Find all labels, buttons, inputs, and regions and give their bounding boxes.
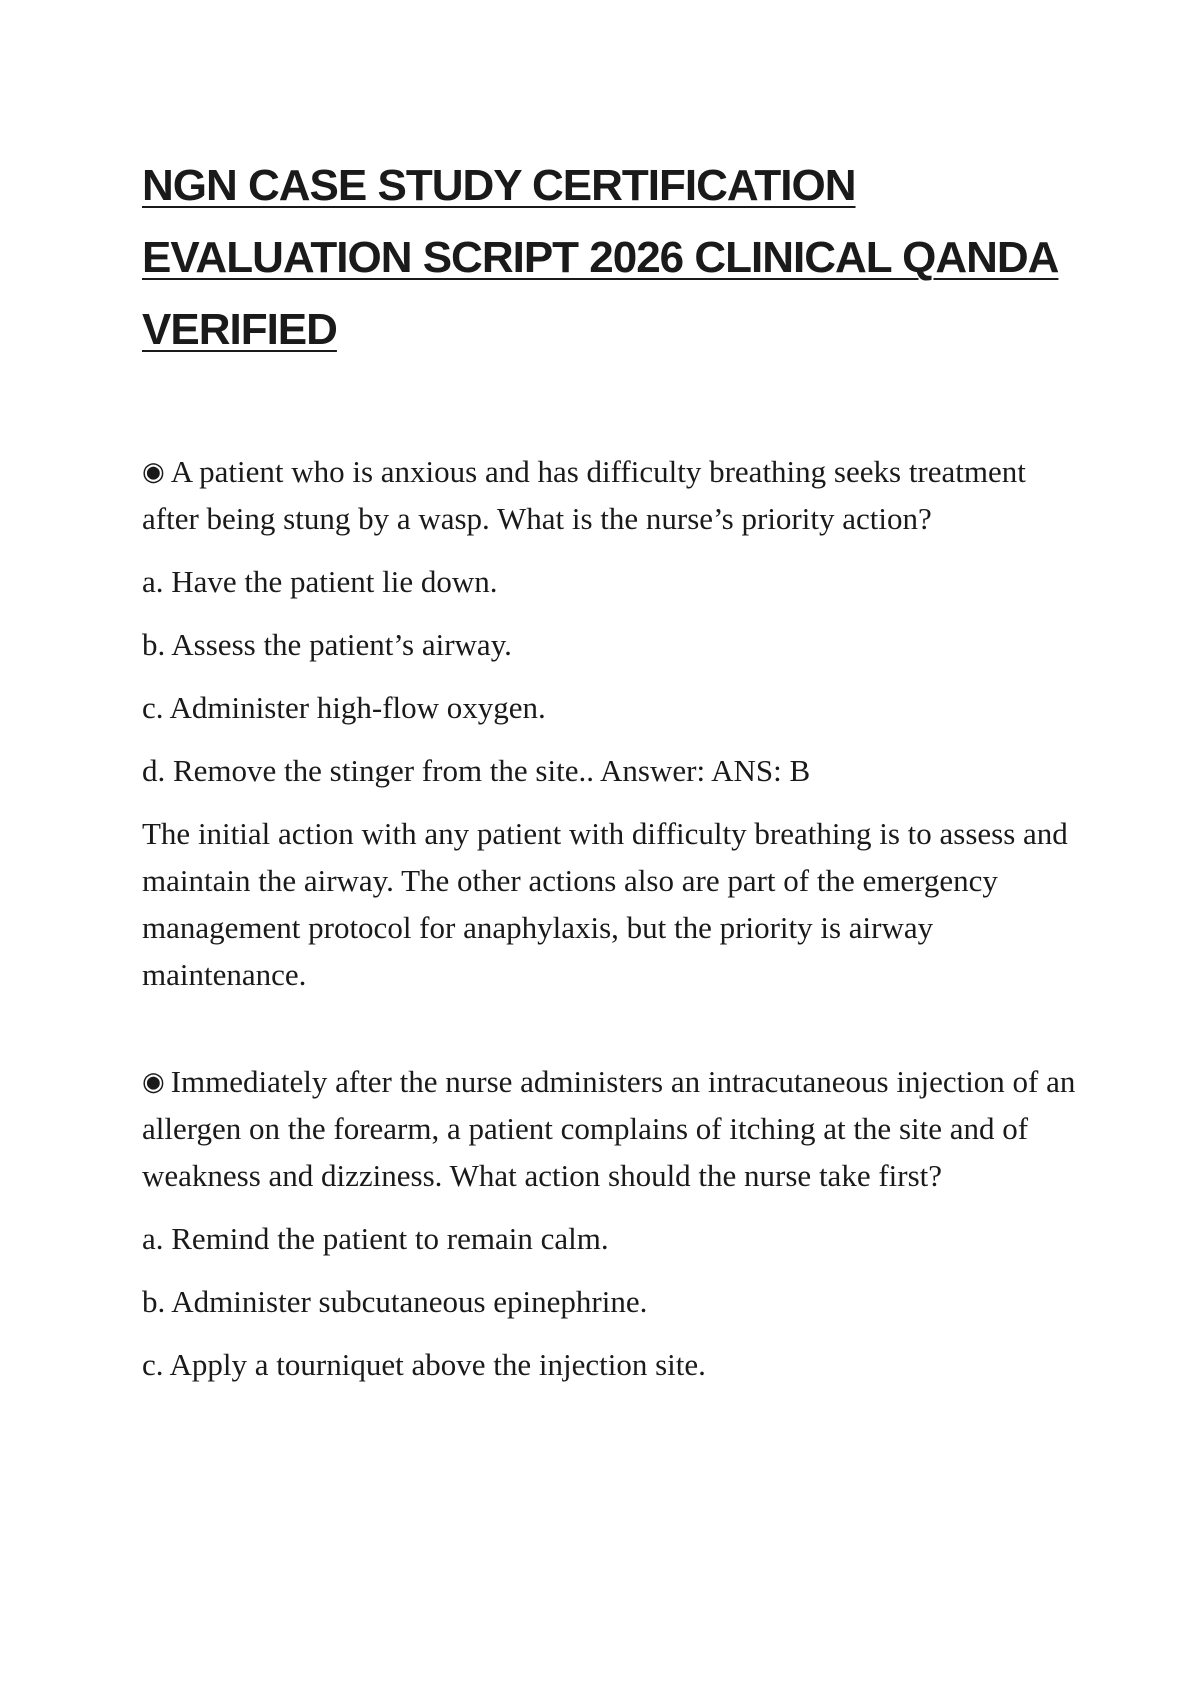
answer-option-a: a. Remind the patient to remain calm. (142, 1221, 609, 1256)
radio-bullet-icon: ◉ (142, 1067, 165, 1096)
answer-rationale: The initial action with any patient with difficulty breathing is to assess and maintain the airway. The other actions also are part of the emergency management protocol for anaphylaxis, but the priority is airway maintenance. (142, 816, 1068, 992)
question-stem (142, 448, 1082, 542)
question-block-2 (142, 1058, 1082, 1388)
document-title (142, 150, 1082, 366)
answer-option-d: d. Remove the stinger from the site.. Answer: ANS: B (142, 753, 811, 788)
title-line-1: NGN CASE STUDY CERTIFICATION (142, 161, 856, 210)
answer-option-c: c. Administer high-flow oxygen. (142, 690, 546, 725)
question-text: A patient who is anxious and has difficulty breathing seeks treatment after being stung by a wasp. What is the nurse’s priority action? (142, 454, 1026, 536)
question-stem (142, 1058, 1082, 1199)
answer-option-c: c. Apply a tourniquet above the injection site. (142, 1347, 706, 1382)
answer-option-b: b. Administer subcutaneous epinephrine. (142, 1284, 648, 1319)
question-text: Immediately after the nurse administers an intracutaneous injection of an allergen on the forearm, a patient complains of itching at the site and of weakness and dizziness. What action should the nurse take first? (142, 1064, 1076, 1193)
title-line-3: VERIFIED (142, 305, 337, 354)
radio-bullet-icon: ◉ (142, 457, 165, 486)
document-page (142, 150, 1082, 1388)
answer-option-b: b. Assess the patient’s airway. (142, 627, 512, 662)
title-line-2: EVALUATION SCRIPT 2026 CLINICAL QANDA (142, 233, 1059, 282)
question-block-1 (142, 448, 1082, 998)
answer-option-a: a. Have the patient lie down. (142, 564, 498, 599)
